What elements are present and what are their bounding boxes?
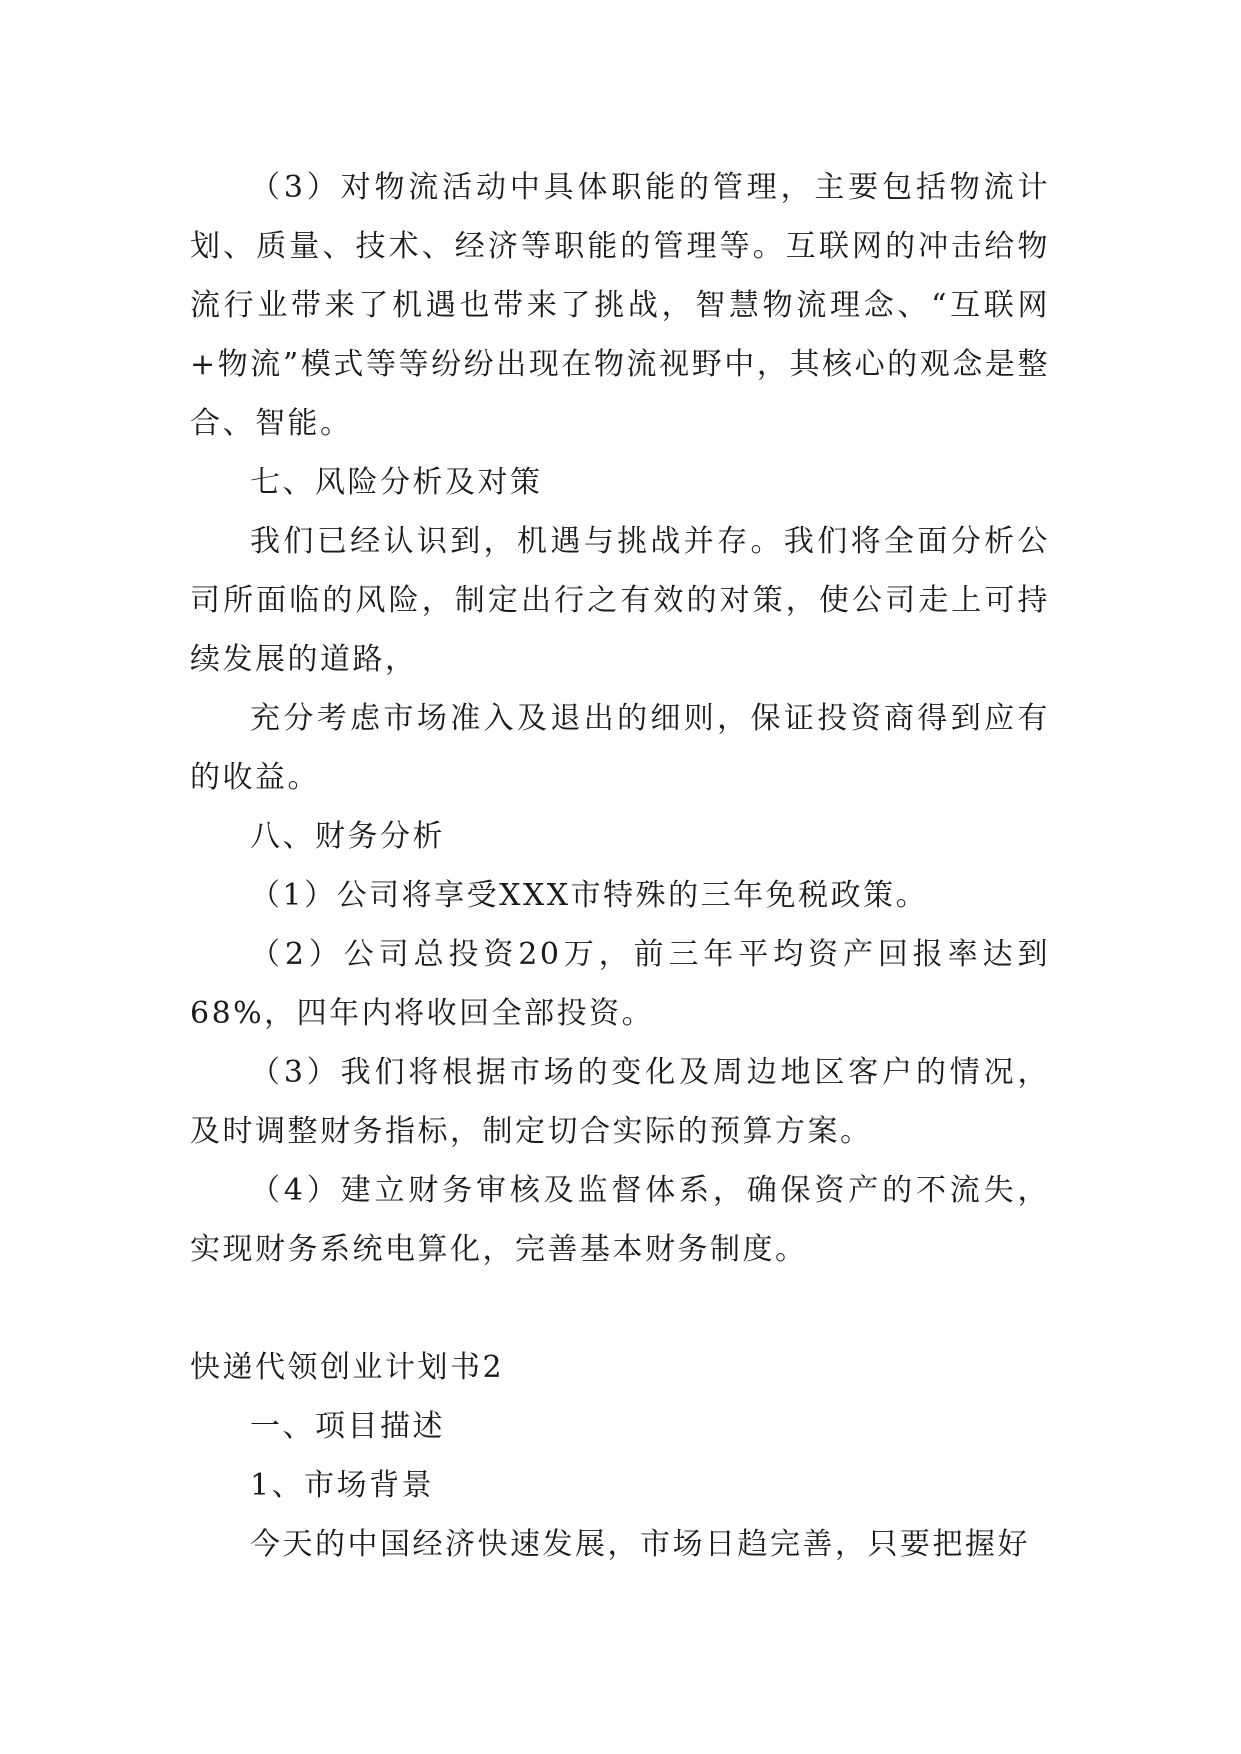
paragraph-tax-policy: （1）公司将享受XXX市特殊的三年免税政策。 bbox=[250, 878, 929, 913]
heading-risk-analysis: 七、风险分析及对策 bbox=[250, 465, 543, 500]
heading-financial-analysis: 八、财务分析 bbox=[250, 819, 445, 854]
heading-project-description: 一、项目描述 bbox=[250, 1409, 445, 1444]
paragraph-budget-adjust: （3）我们将根据市场的变化及周边地区客户的情况，及时调整财务指标，制定切合实际的预算方案。 bbox=[190, 1055, 1050, 1149]
paragraph-logistics-functions: （3）对物流活动中具体职能的管理，主要包括物流计划、质量、技术、经济等职能的管理等。互联网的冲击给物流行业带来了机遇也带来了挑战，智慧物流理念、“互联网+物流”模式等等纷纷出现在物流视野中，其核心的观念是整合、智能。 bbox=[190, 170, 1050, 441]
document-title-2: 快递代领创业计划书2 bbox=[190, 1350, 505, 1385]
paragraph-economy: 今天的中国经济快速发展，市场日趋完善，只要把握好 bbox=[250, 1527, 1030, 1562]
document-body bbox=[190, 158, 1050, 1574]
paragraph-audit-system: （4）建立财务审核及监督体系，确保资产的不流失，实现财务系统电算化，完善基本财务制度。 bbox=[190, 1173, 1050, 1267]
paragraph-risk-awareness: 我们已经认识到，机遇与挑战并存。我们将全面分析公司所面临的风险，制定出行之有效的对策，使公司走上可持续发展的道路， bbox=[190, 524, 1050, 677]
paragraph-market-entry: 充分考虑市场准入及退出的细则，保证投资商得到应有的收益。 bbox=[190, 701, 1050, 795]
heading-market-background: 1、市场背景 bbox=[250, 1468, 435, 1503]
paragraph-investment: （2）公司总投资20万，前三年平均资产回报率达到68%，四年内将收回全部投资。 bbox=[190, 937, 1050, 1031]
